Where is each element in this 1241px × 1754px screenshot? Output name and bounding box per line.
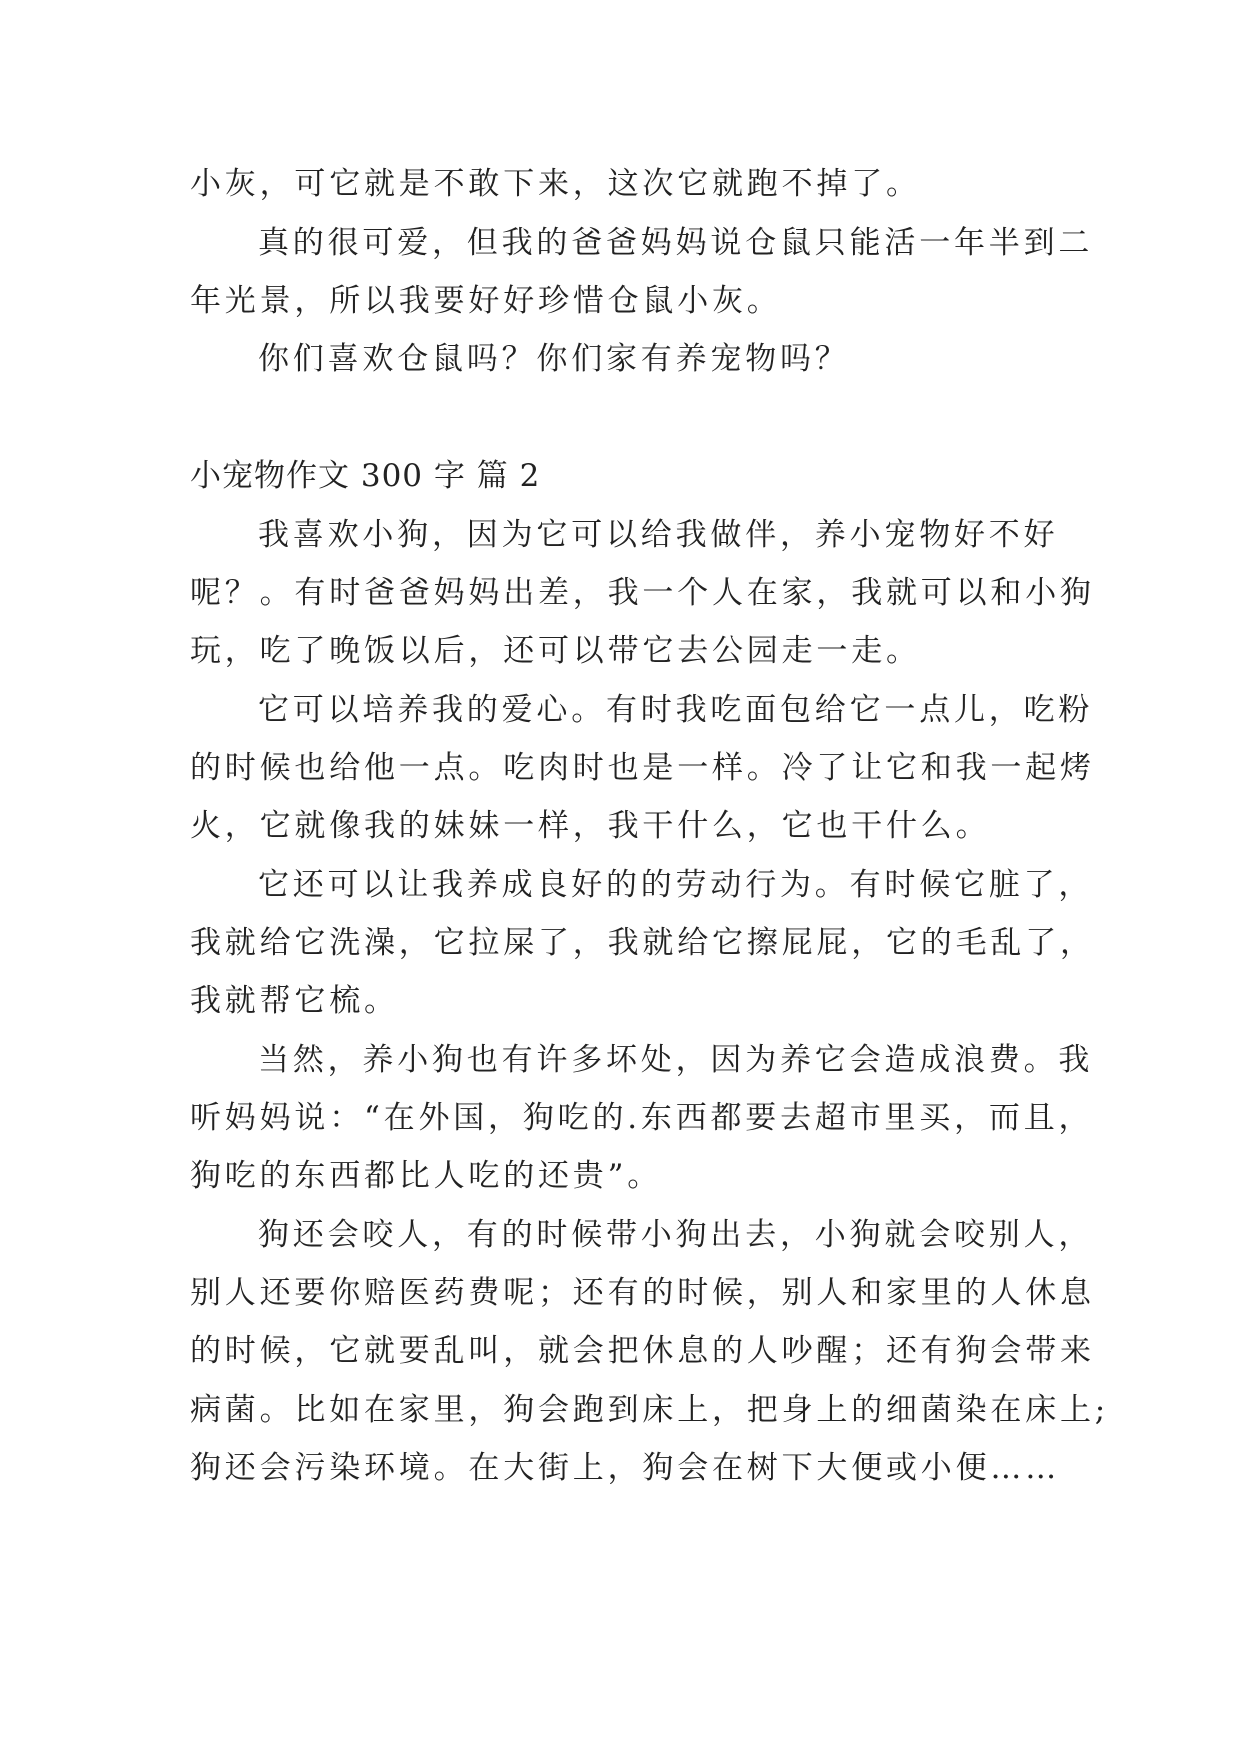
paragraph-line: 玩，吃了晚饭以后，还可以带它去公园走一走。: [190, 633, 921, 669]
paragraph-line: 听妈妈说：“在外国，狗吃的.东西都要去超市里买，而且，: [190, 1100, 1094, 1136]
paragraph-line: 狗吃的东西都比人吃的还贵”。: [190, 1158, 663, 1194]
paragraph-line: 我喜欢小狗，因为它可以给我做伴，养小宠物好不好: [258, 517, 1059, 553]
paragraph-line: 我就帮它梳。: [190, 983, 399, 1019]
paragraph-line: 的时候也给他一点。吃肉时也是一样。冷了让它和我一起烤: [190, 750, 1095, 786]
section-title: 小宠物作文 300 字 篇 2: [190, 458, 541, 494]
paragraph-line: 别人还要你赔医药费呢；还有的时候，别人和家里的人休息: [190, 1275, 1095, 1311]
paragraph-line: 的时候，它就要乱叫，就会把休息的人吵醒；还有狗会带来: [190, 1333, 1095, 1369]
paragraph-line: 狗还会污染环境。在大街上，狗会在树下大便或小便……: [190, 1450, 1060, 1486]
paragraph-line: 它可以培养我的爱心。有时我吃面包给它一点儿，吃粉: [258, 692, 1094, 728]
paragraph-line: 当然，养小狗也有许多坏处，因为养它会造成浪费。我: [258, 1042, 1094, 1078]
paragraph-line: 病菌。比如在家里，狗会跑到床上，把身上的细菌染在床上;: [190, 1392, 1110, 1428]
paragraph-line: 你们喜欢仓鼠吗？你们家有养宠物吗？: [258, 341, 850, 377]
paragraph-line: 火，它就像我的妹妹一样，我干什么，它也干什么。: [190, 808, 991, 844]
paragraph-line: 狗还会咬人，有的时候带小狗出去，小狗就会咬别人，: [258, 1217, 1094, 1253]
paragraph-line: 年光景，所以我要好好珍惜仓鼠小灰。: [190, 283, 782, 319]
paragraph-line: 真的很可爱，但我的爸爸妈妈说仓鼠只能活一年半到二: [258, 225, 1094, 261]
paragraph-line: 呢？。有时爸爸妈妈出差，我一个人在家，我就可以和小狗: [190, 575, 1095, 611]
paragraph-line: 它还可以让我养成良好的的劳动行为。有时候它脏了，: [258, 867, 1094, 903]
paragraph-line: 我就给它洗澡，它拉屎了，我就给它擦屁屁，它的毛乱了，: [190, 925, 1095, 961]
paragraph-line: 小灰，可它就是不敢下来，这次它就跑不掉了。: [190, 166, 921, 202]
